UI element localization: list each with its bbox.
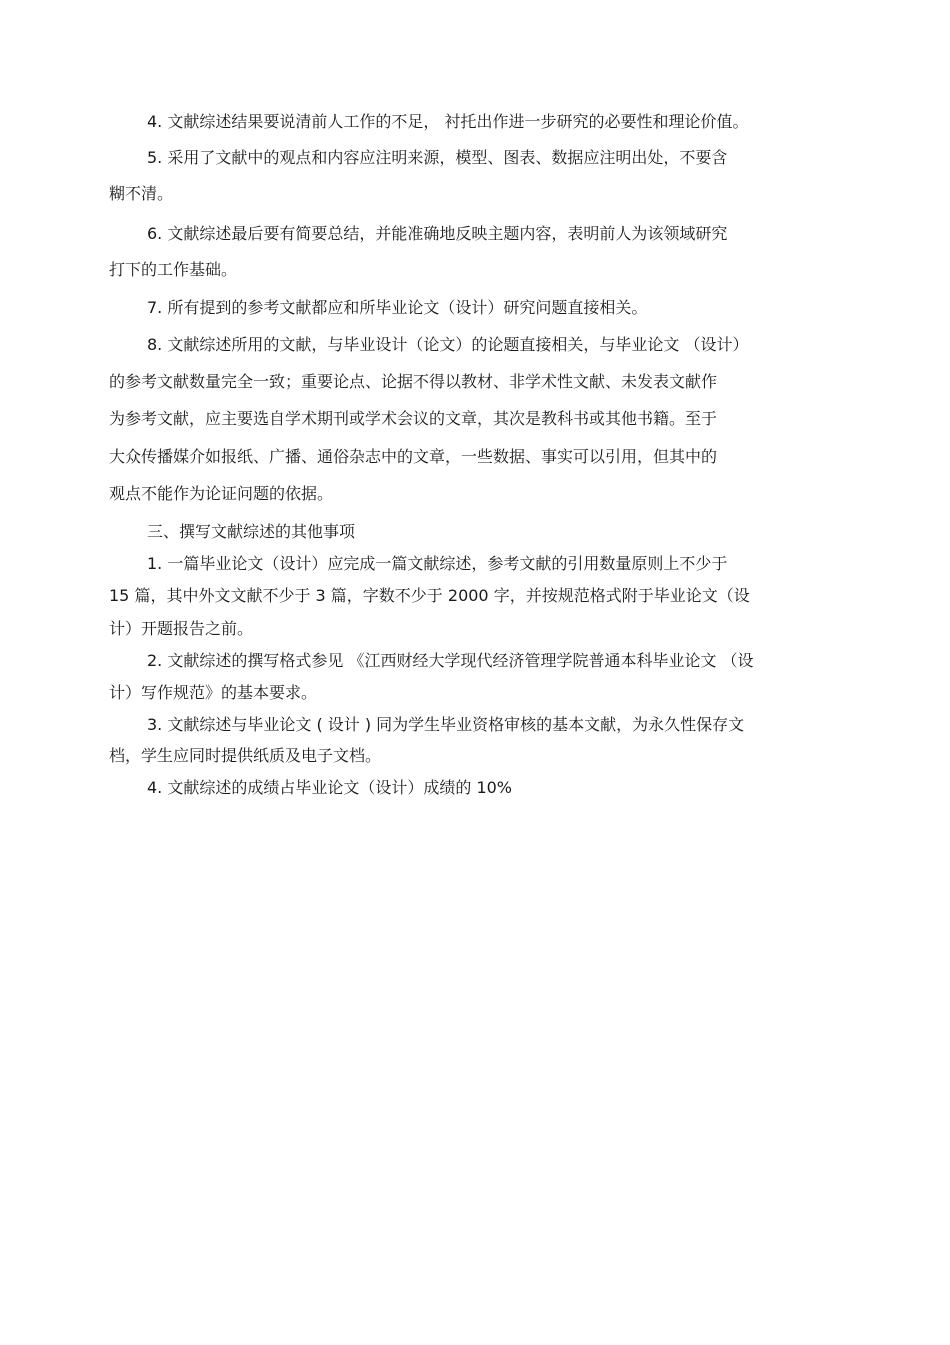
paragraph-line-4: 4. 文献综述结果要说清前人工作的不足， 衬托出作进一步研究的必要性和理论价值。 <box>147 112 749 131</box>
paragraph-line-5: 5. 采用了文献中的观点和内容应注明来源，模型、图表、数据应注明出处，不要含 <box>147 148 728 167</box>
paragraph-line-6: 6. 文献综述最后要有简要总结，并能准确地反映主题内容，表明前人为该领域研究 <box>147 224 728 243</box>
paragraph-line-8-cont-1: 的参考文献数量完全一致；重要论点、论据不得以教材、非学术性文献、未发表文献作 <box>109 372 718 391</box>
paragraph-line-8-cont-3: 大众传播媒介如报纸、广播、通俗杂志中的文章，一些数据、事实可以引用，但其中的 <box>109 447 718 466</box>
item-2-line: 2. 文献综述的撰写格式参见 《江西财经大学现代经济管理学院普通本科毕业论文 （设 <box>147 651 754 670</box>
item-3-line: 3. 文献综述与毕业论文 ( 设计 ) 同为学生毕业资格审核的基本文献，为永久性保存文 <box>147 715 745 734</box>
item-2-cont: 计）写作规范》的基本要求。 <box>109 683 318 702</box>
paragraph-line-8: 8. 文献综述所用的文献，与毕业设计（论文）的论题直接相关，与毕业论文 （设计） <box>147 335 749 354</box>
paragraph-line-8-cont-2: 为参考文献，应主要选自学术期刊或学术会议的文章，其次是教科书或其他书籍。至于 <box>109 409 718 428</box>
item-4-line: 4. 文献综述的成绩占毕业论文（设计）成绩的 10% <box>147 778 513 797</box>
item-1-line: 1. 一篇毕业论文（设计）应完成一篇文献综述，参考文献的引用数量原则上不少于 <box>147 554 728 573</box>
paragraph-line-7: 7. 所有提到的参考文献都应和所毕业论文（设计）研究问题直接相关。 <box>147 298 648 317</box>
item-1-cont-1: 15 篇，其中外文文献不少于 3 篇，字数不少于 2000 字，并按规范格式附于毕业论文（设 <box>109 586 750 605</box>
item-1-cont-2: 计）开题报告之前。 <box>109 619 254 638</box>
paragraph-line-5-cont: 糊不清。 <box>109 184 174 203</box>
paragraph-line-6-cont: 打下的工作基础。 <box>109 260 238 279</box>
paragraph-line-8-cont-4: 观点不能作为论证问题的依据。 <box>109 484 334 503</box>
section-heading: 三、撰写文献综述的其他事项 <box>147 522 356 541</box>
item-3-cont: 档，学生应同时提供纸质及电子文档。 <box>109 746 382 765</box>
